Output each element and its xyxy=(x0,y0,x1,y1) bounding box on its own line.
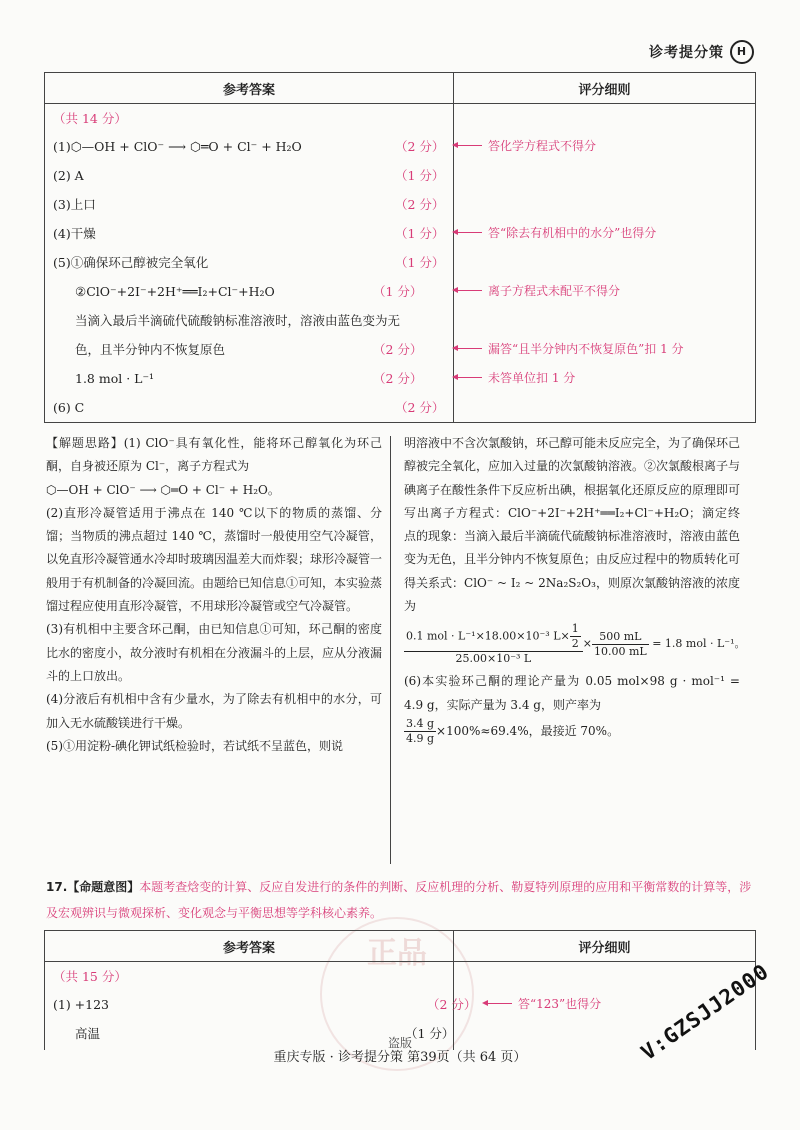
arrow-icon xyxy=(484,1003,512,1004)
analysis-paragraph: (2)直形冷凝管适用于沸点在 140 ℃以下的物质的蒸馏、分馏；当物质的沸点超过 140 ℃，蒸馏时一般使用空气冷凝管，以免直形冷凝管通水冷却时玻璃因温差大而炸裂；球形冷凝管一般用于有机制备的冷凝回流。由题给已知信息①可知，本实验蒸馏过程应使用直形冷凝管，不用球形冷凝管或空气冷凝管。 xyxy=(46,505,383,614)
answer-row: 色，且半分钟内不恢复原色 （2 分） xyxy=(75,342,423,357)
answer-row: 1.8 mol · L⁻¹ （2 分） xyxy=(75,371,423,386)
analysis-paragraph: 【解题思路】(1) ClO⁻具有氧化性，能将环己醇氧化为环己酮，自身被还原为 Cl⁻，离子方程式为 xyxy=(46,436,382,474)
scoring-note: 答“123”也得分 xyxy=(484,990,601,1019)
page-header xyxy=(649,40,754,64)
analysis-paragraph: (4)分液后有机相中含有少量水，为了除去有机相中的水分，可加入无水硫酸镁进行干燥。 xyxy=(46,692,382,730)
answer-row: 高温 （1 分） xyxy=(75,1026,455,1041)
col-header-answer: 参考答案 xyxy=(45,73,454,104)
analysis-paragraph: (5)①用淀粉-碘化钾试纸检验时，若试纸不呈蓝色，则说 xyxy=(46,738,344,753)
analysis-right-column xyxy=(404,432,746,746)
analysis-paragraph: 明溶液中不含次氯酸钠，环己醇可能未反应完全，为了确保环己醇被完全氧化，应加入过量的次氯酸钠溶液。②次氯酸根离子与碘离子在酸性条件下反应析出碘，根据氧化还原反应的原理即可写出离子方程式：ClO⁻+2I⁻+2H⁺══I₂+Cl⁻+H₂O；滴定终点的现象：当滴入最后半滴硫代硫酸钠标准溶液时，溶液由蓝色变为无色，且半分钟内不恢复原色；由反应过程中的物质转化可得关系式：ClO⁻ ~ I₂ ~ 2Na₂S₂O₃，则原次氯酸钠溶液的浓度为 xyxy=(404,436,741,614)
answer-column xyxy=(45,104,454,423)
answer-row: (1)⬡—OH + ClO⁻ ⟶ ⬡═O + Cl⁻ + H₂O （2 分） xyxy=(53,139,445,154)
watermark-stamp: V:GZSJJ2000 xyxy=(636,959,774,1065)
column-divider xyxy=(390,436,391,864)
answer-table-16 xyxy=(44,72,756,423)
watermark-small: 盗版 xyxy=(388,1036,413,1050)
answer-row: (1) +123 （2 分） xyxy=(53,997,477,1012)
arrow-icon xyxy=(454,290,482,291)
scoring-column xyxy=(454,104,756,423)
analysis-left-column xyxy=(46,432,382,758)
answer-row: (2) A （1 分） xyxy=(53,168,445,183)
scoring-note: 答“除去有机相中的水分”也得分 xyxy=(454,219,656,248)
concentration-formula: 0.1 mol · L⁻¹×18.00×10⁻³ L× $\frac{1}{2}$ 25.00×10⁻³ L × $\frac{500 mL}{10.00 mL}$ = 1.8 mol · L⁻¹。 xyxy=(406,622,746,666)
scoring-note: 答化学方程式不得分 xyxy=(454,132,596,161)
col-header-scoring: 评分细则 xyxy=(454,73,756,104)
answer-row: (4)干燥 （1 分） xyxy=(53,226,445,241)
answer-row: (6) C （2 分） xyxy=(53,400,445,415)
brand-logo-icon: H xyxy=(730,40,754,64)
answer-row: (5)①确保环己醇被完全氧化 （1 分） xyxy=(53,255,445,270)
q17-text: 本题考查焓变的计算、反应自发进行的条件的判断、反应机理的分析、勒夏特列原理的应用和平衡常数的计算等，涉及宏观辨识与微观探析、变化观念与平衡思想等学科核心素养。 xyxy=(46,880,752,920)
analysis-paragraph: (6)本实验环己酮的理论产量为 0.05 mol×98 g · mol⁻¹ = 4.9 g，实际产量为 3.4 g，则产率为 xyxy=(404,674,740,712)
analysis-equation: ⬡—OH + ClO⁻ ⟶ ⬡═O + Cl⁻ + H₂O。 xyxy=(46,482,280,497)
col-header-answer: 参考答案 xyxy=(45,931,454,962)
yield-formula: $\frac{3.4 g}{4.9 g}$ ×100%≈69.4%，最接近 70%。 xyxy=(406,716,620,745)
answer-row: (3)上口 （2 分） xyxy=(53,197,445,212)
scoring-note: 漏答“且半分钟内不恢复原色”扣 1 分 xyxy=(454,335,684,364)
col-header-scoring: 评分细则 xyxy=(454,931,756,962)
total-score: （共 14 分） xyxy=(53,111,127,126)
scoring-note: 离子方程式未配平不得分 xyxy=(454,277,620,306)
answer-table-17 xyxy=(44,930,756,1050)
arrow-icon xyxy=(454,377,482,378)
answer-row: ②ClO⁻+2I⁻+2H⁺══I₂+Cl⁻+H₂O （1 分） xyxy=(75,284,423,299)
q17-label: 17.【命题意图】 xyxy=(46,880,140,894)
arrow-icon xyxy=(454,348,482,349)
arrow-icon xyxy=(454,145,482,146)
answer-row: 当滴入最后半滴硫代硫酸钠标准溶液时，溶液由蓝色变为无 xyxy=(75,313,401,328)
total-score: （共 15 分） xyxy=(53,969,127,984)
header-title: 诊考提分策 xyxy=(649,45,724,61)
watermark-seal: 正品 xyxy=(320,917,474,1071)
analysis-paragraph: (3)有机相中主要含环己酮，由已知信息①可知，环己酮的密度比水的密度小，故分液时有机相在分液漏斗的上层，应从分液漏斗的上口放出。 xyxy=(46,622,383,683)
arrow-icon xyxy=(454,232,482,233)
scoring-note: 未答单位扣 1 分 xyxy=(454,364,575,393)
page-footer: 重庆专版 · 诊考提分策 第39页（共 64 页） xyxy=(273,1050,527,1065)
